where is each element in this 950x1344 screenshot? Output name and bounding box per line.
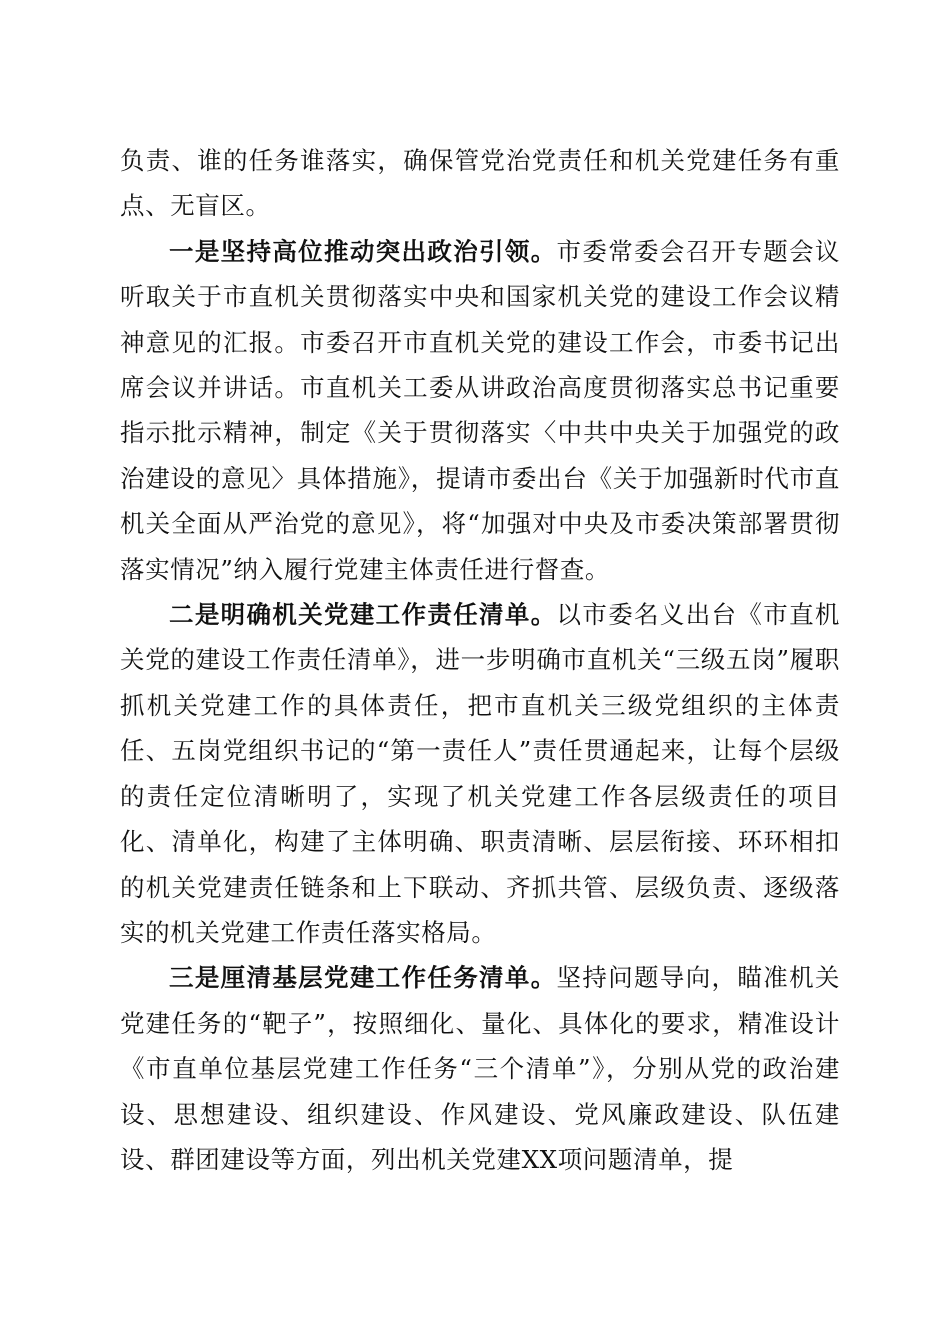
- paragraph-heading: 三是厘清基层党建工作任务清单。: [169, 963, 557, 993]
- paragraph-text: 市委常委会召开专题会议听取关于市直机关贯彻落实中央和国家机关党的建设工作会议精神意见的汇报。市委召开市直机关党的建设工作会，市委书记出席会议并讲话。市直机关工委从讲政治高度贯彻落实总书记重要指示批示精神，制定《关于贯彻落实〈中共中央关于加强党的政治建设的意见〉具体措施》，提请市委出台《关于加强新时代市直机关全面从严治党的意见》，将“加强对中央及市委决策部署贯彻落实情况”纳入履行党建主体责任进行督查。: [120, 236, 841, 584]
- paragraph-heading: 二是明确机关党建工作责任清单。: [169, 600, 557, 630]
- paragraph-text: 负责、谁的任务谁落实，确保管党治党责任和机关党建任务有重点、无盲区。: [120, 146, 840, 221]
- paragraph-continuation: [120, 138, 840, 229]
- document-body: [120, 138, 840, 1182]
- paragraph-heading: 一是坚持高位推动突出政治引领。: [169, 236, 557, 266]
- paragraph-item-2: [120, 592, 840, 955]
- paragraph-text: 以市委名义出台《市直机关党的建设工作责任清单》，进一步明确市直机关“三级五岗”履职抓机关党建工作的具体责任，把市直机关三级党组织的主体责任、五岗党组织书记的“第一责任人”责任贯通起来，让每个层级的责任定位清晰明了，实现了机关党建工作各层级责任的项目化、清单化，构建了主体明确、职责清晰、层层衔接、环环相扣的机关党建责任链条和上下联动、齐抓共管、层级负责、逐级落实的机关党建工作责任落实格局。: [120, 600, 841, 947]
- paragraph-text: 坚持问题导向，瞄准机关党建任务的“靶子”，按照细化、量化、具体化的要求，精准设计《市直单位基层党建工作任务“三个清单”》，分别从党的政治建设、思想建设、组织建设、作风建设、党风廉政建设、队伍建设、群团建设等方面，列出机关党建XX项问题清单，提: [120, 963, 841, 1174]
- paragraph-item-1: [120, 229, 840, 592]
- paragraph-item-3: [120, 955, 840, 1182]
